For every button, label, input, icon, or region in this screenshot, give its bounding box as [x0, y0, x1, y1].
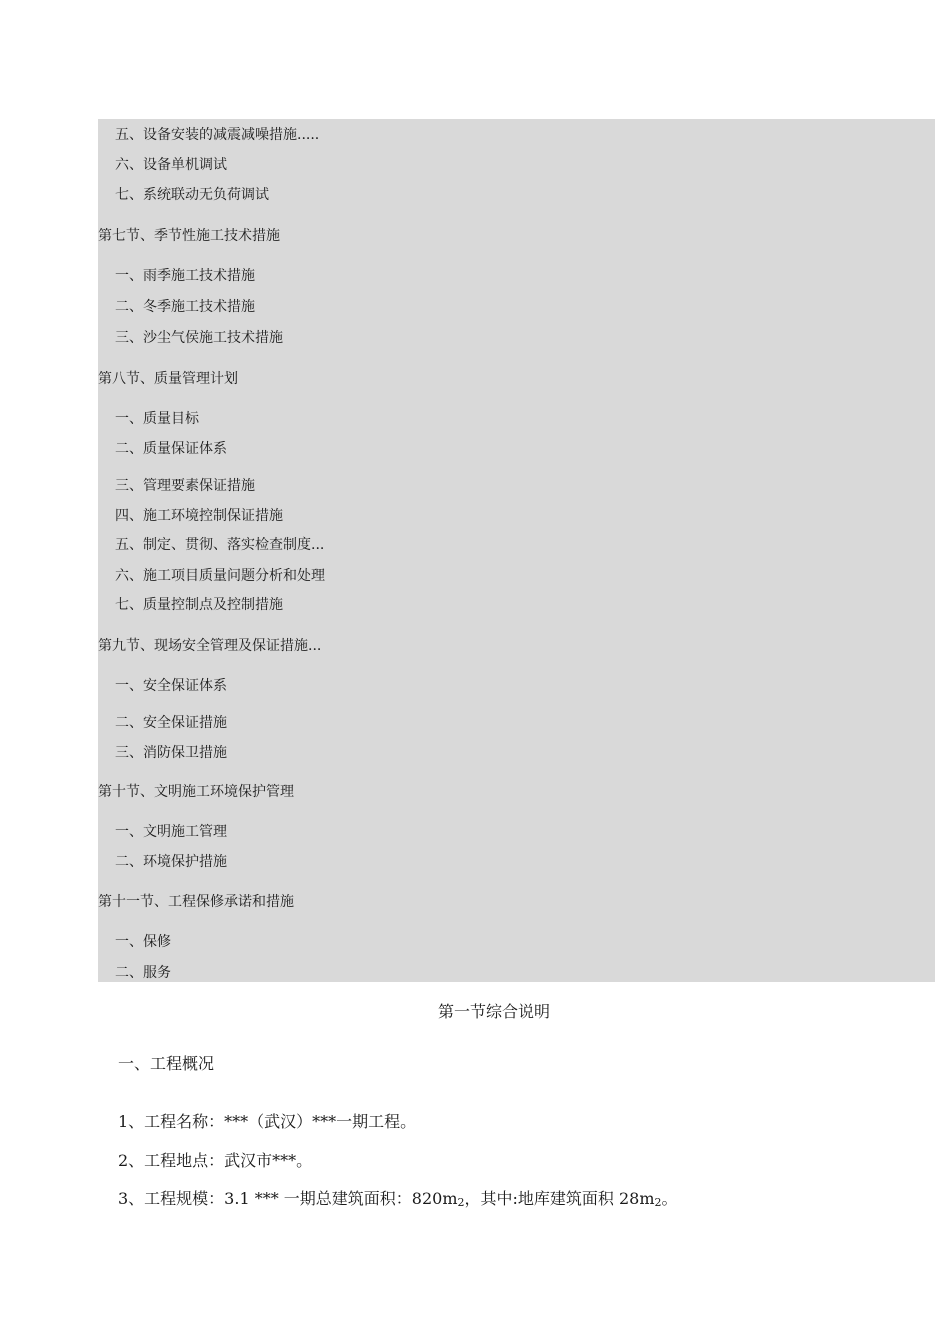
toc-line: 三、沙尘气侯施工技术措施 [115, 330, 283, 346]
project-name-line: 1、工程名称：***（武汉）***一期工程。 [118, 1112, 417, 1131]
toc-line: 五、设备安装的减震减噪措施..... [115, 127, 320, 143]
toc-line: 五、制定、贯彻、落实检查制度... [115, 537, 325, 553]
toc-line: 六、设备单机调试 [115, 157, 227, 173]
toc-line: 一、安全保证体系 [115, 678, 227, 694]
toc-line: 七、质量控制点及控制措施 [115, 597, 283, 613]
section-title: 第一节综合说明 [437, 1002, 550, 1021]
scale-text-part: 。 [661, 1189, 678, 1208]
toc-line: 三、消防保卫措施 [115, 745, 227, 761]
toc-line: 一、文明施工管理 [115, 824, 227, 840]
project-location-line: 2、工程地点：武汉市***。 [118, 1151, 313, 1170]
toc-line: 一、保修 [115, 934, 171, 950]
subsection-title: 一、工程概况 [118, 1054, 215, 1073]
toc-line: 二、环境保护措施 [115, 854, 227, 870]
area-unit-exponent: 2 [457, 1196, 465, 1209]
toc-line: 三、管理要素保证措施 [115, 478, 255, 494]
toc-line: 六、施工项目质量问题分析和处理 [115, 568, 325, 584]
toc-line: 一、质量目标 [115, 411, 199, 427]
toc-section: 第九节、现场安全管理及保证措施... [98, 638, 322, 654]
toc-line: 二、质量保证体系 [115, 441, 227, 457]
project-scale-line [118, 1189, 678, 1213]
table-of-contents [98, 119, 935, 982]
toc-section: 第八节、质量管理计划 [98, 371, 238, 387]
toc-section: 第十节、文明施工环境保护管理 [98, 784, 294, 800]
toc-line: 二、冬季施工技术措施 [115, 299, 255, 315]
scale-text-part: 3、工程规模：3.1 *** 一期总建筑面积：820m [118, 1189, 458, 1208]
toc-line: 一、雨季施工技术措施 [115, 268, 255, 284]
scale-text-part: ，其中:地库建筑面积 28m [464, 1189, 655, 1208]
area-unit-exponent: 2 [654, 1196, 662, 1209]
toc-section: 第十一节、工程保修承诺和措施 [98, 894, 294, 910]
toc-line: 七、系统联动无负荷调试 [115, 187, 269, 203]
toc-section: 第七节、季节性施工技术措施 [98, 228, 280, 244]
toc-line: 二、安全保证措施 [115, 715, 227, 731]
toc-line: 二、服务 [115, 965, 171, 981]
toc-line: 四、施工环境控制保证措施 [115, 508, 283, 524]
